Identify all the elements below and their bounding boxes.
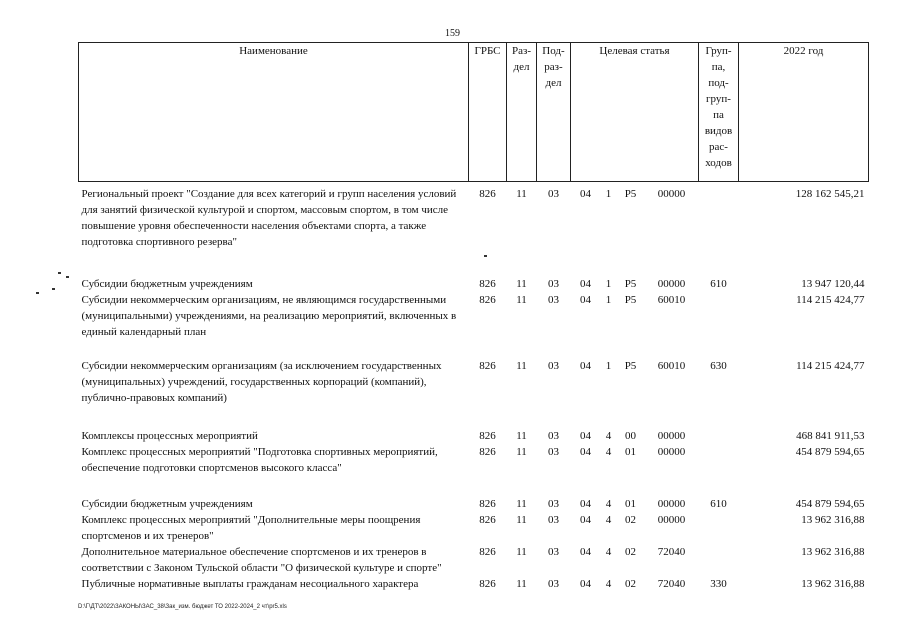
row-podrazdel: 03 xyxy=(548,360,559,372)
row-grbs: 826 xyxy=(479,514,496,526)
row-razdel: 11 xyxy=(516,446,527,458)
row-cs4: 00000 xyxy=(657,498,686,510)
table-row xyxy=(79,276,869,292)
file-path-footer: D:\Г\ДТ\2022\ЗАКОНЫ\ЗАС_38\Зак_изм. бюджет ТО 2022-2024_2 чт\pr5.xls xyxy=(78,604,287,610)
row-podrazdel: 03 xyxy=(548,546,559,558)
row-name: Комплекс процессных мероприятий "Дополнительные меры поощрения спортсменов и их тренеров" xyxy=(81,514,421,542)
scan-mark xyxy=(484,255,487,257)
page-number: 159 xyxy=(445,28,460,39)
row-spacer xyxy=(79,476,869,496)
row-cs1: 04 xyxy=(580,514,591,526)
spacer-cell xyxy=(79,476,869,496)
budget-table xyxy=(78,42,869,592)
row-cs2: 1 xyxy=(605,188,612,200)
row-name: Комплекс процессных мероприятий "Подготовка спортивных мероприятий, обеспечение подготовки спортсменов высокого класса" xyxy=(81,446,438,474)
row-gruppa xyxy=(699,512,739,544)
row-name: Субсидии бюджетным учреждениям xyxy=(81,498,253,510)
row-amount: 13 962 316,88 xyxy=(801,546,865,558)
row-razdel: 11 xyxy=(516,498,527,510)
header-year: 2022 год xyxy=(739,43,869,182)
table-row xyxy=(79,428,869,444)
scan-mark xyxy=(58,272,61,274)
row-razdel: 11 xyxy=(516,430,527,442)
row-razdel: 11 xyxy=(516,546,527,558)
row-name: Комплексы процессных мероприятий xyxy=(81,430,258,442)
row-cs2: 1 xyxy=(605,278,612,290)
header-podrazdel: Под- раз- дел xyxy=(537,43,571,182)
row-cs2: 4 xyxy=(605,430,612,442)
row-podrazdel: 03 xyxy=(548,514,559,526)
scan-mark xyxy=(52,288,55,290)
row-grbs: 826 xyxy=(479,546,496,558)
row-cs1: 04 xyxy=(580,498,591,510)
row-cs3: 02 xyxy=(625,514,636,526)
header-razdel: Раз- дел xyxy=(507,43,537,182)
row-podrazdel: 03 xyxy=(548,430,559,442)
row-cs3: 00 xyxy=(625,430,636,442)
row-amount: 114 215 424,77 xyxy=(796,294,865,306)
spacer-cell xyxy=(79,250,869,276)
row-name: Дополнительное материальное обеспечение спортсменов и их тренеров в соответствии с Законом Тульской области "О физической культуре и спорте" xyxy=(81,546,442,574)
table-row xyxy=(79,358,869,406)
row-gruppa xyxy=(699,544,739,576)
row-cs1: 04 xyxy=(580,546,591,558)
row-cs2: 4 xyxy=(605,498,612,510)
row-cs4: 00000 xyxy=(657,278,686,290)
row-spacer xyxy=(79,250,869,276)
row-cs4: 72040 xyxy=(657,546,686,558)
row-cs4: 00000 xyxy=(657,446,686,458)
row-cs3: P5 xyxy=(624,360,637,372)
row-razdel: 11 xyxy=(516,278,527,290)
row-cs2: 4 xyxy=(605,546,612,558)
row-cs4: 72040 xyxy=(657,578,686,590)
row-podrazdel: 03 xyxy=(548,278,559,290)
row-name: Региональный проект "Создание для всех категорий и групп населения условий для занятий физической культурой и спортом, массовым спортом, в том числе повышение уровня обеспеченности населения объектами спорта, а также подготовка спортивного резерва" xyxy=(81,188,457,248)
row-name: Субсидии некоммерческим организациям (за исключением государственных (муниципальных) учреждений, государственных корпораций (компаний), публично-правовых компаний) xyxy=(81,360,442,404)
row-amount: 454 879 594,65 xyxy=(795,498,865,510)
row-grbs: 826 xyxy=(479,188,496,200)
row-cs1: 04 xyxy=(580,430,591,442)
row-grbs: 826 xyxy=(479,294,496,306)
row-cs2: 4 xyxy=(605,514,612,526)
row-cs3: P5 xyxy=(624,188,637,200)
row-gruppa xyxy=(699,444,739,476)
row-podrazdel: 03 xyxy=(548,578,559,590)
row-cs3: 01 xyxy=(625,446,636,458)
row-amount: 13 962 316,88 xyxy=(801,578,865,590)
scan-mark xyxy=(36,292,39,294)
row-podrazdel: 03 xyxy=(548,294,559,306)
row-amount: 13 962 316,88 xyxy=(801,514,865,526)
row-amount: 13 947 120,44 xyxy=(801,278,865,290)
row-gruppa: 630 xyxy=(710,360,727,372)
row-cs4: 60010 xyxy=(657,294,686,306)
row-grbs: 826 xyxy=(479,360,496,372)
row-podrazdel: 03 xyxy=(548,446,559,458)
row-cs3: P5 xyxy=(624,294,637,306)
row-cs3: 02 xyxy=(625,546,636,558)
spacer-cell xyxy=(79,406,869,428)
row-cs1: 04 xyxy=(580,578,591,590)
row-razdel: 11 xyxy=(516,294,527,306)
row-amount: 114 215 424,77 xyxy=(796,360,865,372)
row-name: Публичные нормативные выплаты гражданам несоциального характера xyxy=(81,578,419,590)
header-grbs: ГРБС xyxy=(469,43,507,182)
row-cs2: 4 xyxy=(605,578,612,590)
table-row xyxy=(79,496,869,512)
row-razdel: 11 xyxy=(516,188,527,200)
row-cs2: 1 xyxy=(605,360,612,372)
table-header-row xyxy=(79,43,869,182)
row-razdel: 11 xyxy=(516,360,527,372)
row-gruppa: 610 xyxy=(710,498,727,510)
row-name: Субсидии некоммерческим организациям, не являющимся государственными (муниципальными) учреждениями, на реализацию мероприятий, включенных в единый календарный план xyxy=(81,294,457,338)
row-cs4: 00000 xyxy=(657,514,686,526)
row-gruppa xyxy=(699,182,739,251)
row-cs4: 00000 xyxy=(657,430,686,442)
spacer-cell xyxy=(79,340,869,358)
row-cs2: 1 xyxy=(605,294,612,306)
row-grbs: 826 xyxy=(479,446,496,458)
row-cs4: 00000 xyxy=(657,188,686,200)
header-gruppa: Груп- па, под- груп- па видов рас- ходов xyxy=(699,43,739,182)
scan-mark xyxy=(66,276,69,278)
row-razdel: 11 xyxy=(516,514,527,526)
row-grbs: 826 xyxy=(479,430,496,442)
row-amount: 468 841 911,53 xyxy=(796,430,865,442)
row-gruppa: 610 xyxy=(710,278,727,290)
row-gruppa xyxy=(699,428,739,444)
row-cs3: 02 xyxy=(625,578,636,590)
row-gruppa: 330 xyxy=(710,578,727,590)
row-cs1: 04 xyxy=(580,278,591,290)
row-podrazdel: 03 xyxy=(548,498,559,510)
table-row xyxy=(79,182,869,251)
header-celevaya-statya: Целевая статья xyxy=(571,43,699,182)
row-amount: 128 162 545,21 xyxy=(795,188,865,200)
row-cs2: 4 xyxy=(605,446,612,458)
row-cs1: 04 xyxy=(580,360,591,372)
header-name: Наименование xyxy=(79,43,469,182)
row-grbs: 826 xyxy=(479,278,496,290)
row-spacer xyxy=(79,406,869,428)
row-cs1: 04 xyxy=(580,188,591,200)
row-amount: 454 879 594,65 xyxy=(795,446,865,458)
row-grbs: 826 xyxy=(479,498,496,510)
table-row xyxy=(79,444,869,476)
row-razdel: 11 xyxy=(516,578,527,590)
row-cs4: 60010 xyxy=(657,360,686,372)
row-podrazdel: 03 xyxy=(548,188,559,200)
row-cs3: P5 xyxy=(624,278,637,290)
row-cs3: 01 xyxy=(625,498,636,510)
table-row xyxy=(79,292,869,340)
row-cs1: 04 xyxy=(580,294,591,306)
table-row xyxy=(79,544,869,576)
row-cs1: 04 xyxy=(580,446,591,458)
row-spacer xyxy=(79,340,869,358)
row-grbs: 826 xyxy=(479,578,496,590)
table-row xyxy=(79,576,869,592)
row-gruppa xyxy=(699,292,739,340)
table-row xyxy=(79,512,869,544)
row-name: Субсидии бюджетным учреждениям xyxy=(81,278,253,290)
